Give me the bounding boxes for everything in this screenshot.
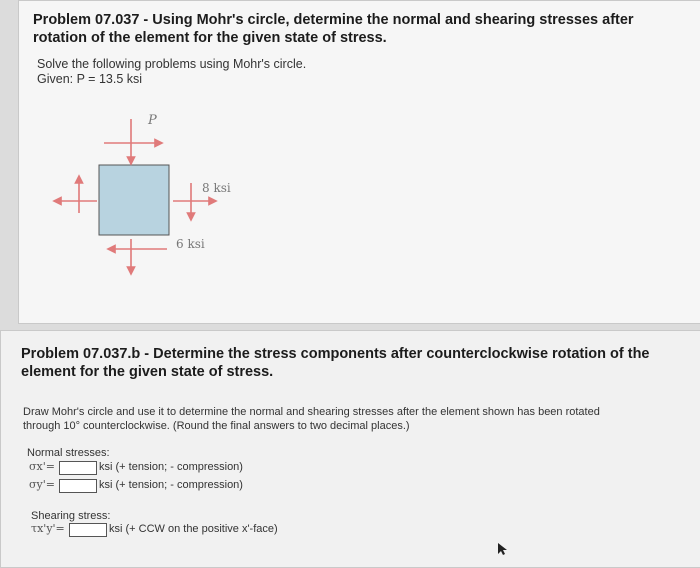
sigma-x-unit: ksi (+ tension; - compression) [99, 461, 243, 473]
sigma-x-label: σx'= [29, 460, 55, 473]
problem-b-title-line2: element for the given state of stress. [21, 364, 274, 380]
problem-title-line2: rotation of the element for the given state of stress. [33, 30, 387, 46]
sigma-x-input[interactable] [59, 461, 97, 475]
tau-xy-label: τx'y'= [31, 522, 65, 535]
bottom-stress-arrows [111, 239, 167, 271]
normal-stresses-heading: Normal stresses: [27, 447, 110, 459]
sigma-y-label: σy'= [29, 478, 55, 491]
problem-card-2 [0, 330, 700, 568]
tau-xy-input[interactable] [69, 523, 107, 537]
element-square [99, 165, 169, 235]
problem-b-instruction-line2: through 10° counterclockwise. (Round the final answers to two decimal places.) [23, 420, 410, 432]
problem-card-1 [18, 0, 700, 324]
given-value: Given: P = 13.5 ksi [37, 72, 143, 86]
label-8ksi: 8 ksi [202, 181, 231, 195]
sigma-y-unit: ksi (+ tension; - compression) [99, 479, 243, 491]
tau-xy-unit: ksi (+ CCW on the positive x'-face) [109, 523, 278, 535]
left-stress-arrows [57, 179, 97, 213]
problem-title-line1: Problem 07.037 - Using Mohr's circle, determine the normal and shearing stresses after [33, 12, 634, 28]
shearing-stress-heading: Shearing stress: [31, 510, 111, 522]
problem-b-title-line1: Problem 07.037.b - Determine the stress components after counterclockwise rotation of the [21, 346, 650, 362]
problem-b-instruction-line1: Draw Mohr's circle and use it to determine the normal and shearing stresses after the element shown has been rotated [23, 406, 600, 418]
sigma-y-input[interactable] [59, 479, 97, 493]
stress-element-figure [49, 101, 269, 276]
label-p: P [148, 113, 157, 128]
mouse-pointer-icon [497, 542, 509, 556]
problem-instruction: Solve the following problems using Mohr's circle. [37, 57, 307, 71]
label-6ksi: 6 ksi [176, 237, 205, 251]
